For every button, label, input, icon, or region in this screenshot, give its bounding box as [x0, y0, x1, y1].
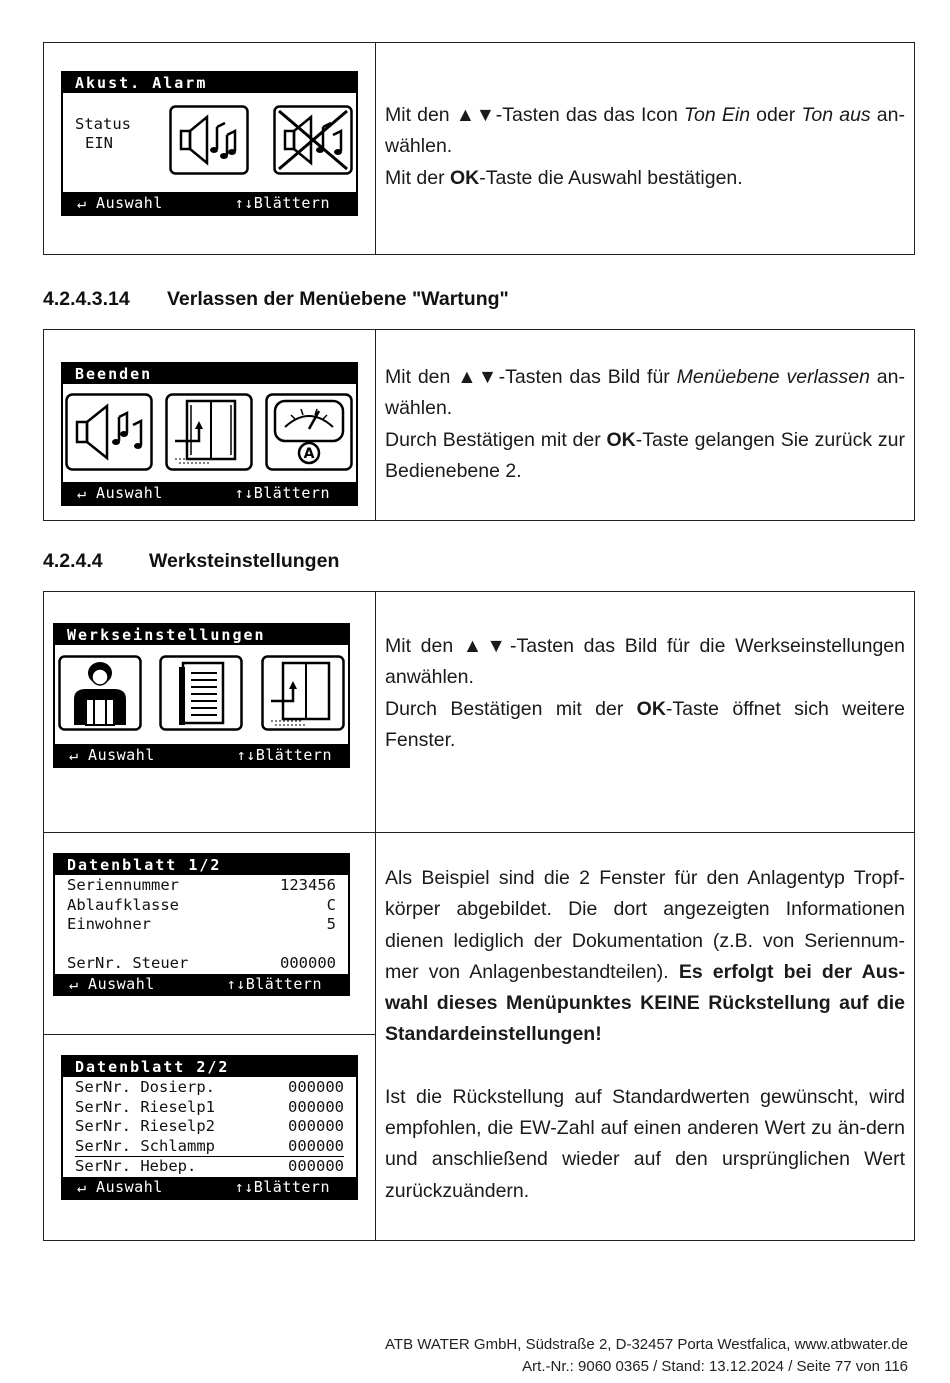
speaker-note-icon	[65, 393, 153, 471]
screen-title: Beenden	[63, 364, 356, 384]
datasheet-row: Einwohner 5	[67, 915, 336, 933]
lcd-screen-datenblatt-2	[61, 1055, 358, 1200]
screen-cell	[44, 43, 376, 254]
heading-number: 4.2.4.4	[43, 550, 103, 572]
datasheet-row	[67, 935, 336, 955]
table-beenden	[43, 329, 915, 521]
description-cell	[376, 592, 914, 832]
exit-door-icon	[261, 655, 345, 731]
footer-select-label: ↵ Auswahl	[69, 975, 155, 993]
document-icon	[159, 655, 243, 731]
screen-footer	[63, 482, 356, 504]
footer-select-label: ↵ Auswahl	[77, 484, 163, 502]
exit-door-icon	[165, 393, 253, 471]
description-text: Mit den ▲▼-Tasten das Bild für Menüebene verlassen an-wählen. Durch Bestätigen mit der OK-Taste gelangen Sie zurück zur Bedienebene 2.	[385, 366, 905, 482]
status-value: EIN	[85, 134, 113, 152]
datasheet-row: Seriennummer 123456	[67, 876, 336, 894]
screen-footer	[63, 192, 356, 214]
lcd-screen-werkseinstellungen	[53, 623, 350, 768]
description-cell	[376, 833, 914, 1240]
svg-text:A: A	[303, 446, 315, 462]
heading-title: Werksteinstellungen	[149, 550, 340, 572]
footer-company-line: ATB WATER GmbH, Südstraße 2, D-32457 Porta Westfalica, www.atbwater.de	[385, 1336, 908, 1353]
datasheet-row: SerNr. Rieselp1 000000	[75, 1097, 344, 1116]
description-text: Mit den ▲▼-Tasten das das Icon Ton Ein oder Ton aus an-wählen. Mit der OK-Taste die Auswahl bestätigen.	[385, 104, 905, 189]
datasheet-rows	[67, 876, 336, 974]
screen-title: Akust. Alarm	[63, 73, 356, 93]
datasheet-row: SerNr. Steuer 000000	[67, 954, 336, 972]
datasheet-row: SerNr. Hebep. 000000	[75, 1157, 344, 1175]
description-cell	[376, 330, 914, 520]
footer-scroll-label: ↑↓Blättern	[226, 975, 322, 993]
gauge-icon	[265, 393, 353, 471]
lcd-screen-beenden	[61, 362, 358, 506]
datasheet-row: SerNr. Dosierp. 000000	[75, 1078, 344, 1096]
datasheet-row: SerNr. Schlammp 000000	[75, 1136, 344, 1155]
screen-cell	[44, 330, 376, 520]
datasheet-rows	[75, 1078, 344, 1177]
screen-title: Datenblatt 1/2	[55, 855, 348, 875]
screen-footer	[63, 1177, 356, 1198]
datasheet-row: SerNr. Rieselp2 000000	[75, 1117, 344, 1135]
section-heading-wartung	[43, 288, 509, 311]
footer-scroll-label: ↑↓Blättern	[234, 1178, 330, 1196]
footer-scroll-label: ↑↓Blättern	[234, 484, 330, 502]
section-heading-werkseinstellungen	[43, 550, 339, 573]
datasheet-row: Ablaufklasse C	[67, 895, 336, 914]
footer-scroll-label: ↑↓Blättern	[234, 194, 330, 212]
screen-footer	[55, 744, 348, 766]
screen-title: Werkseinstellungen	[55, 625, 348, 645]
lcd-screen-datenblatt-1	[53, 853, 350, 996]
footer-select-label: ↵ Auswahl	[77, 1178, 163, 1196]
screen-cell	[44, 592, 376, 832]
description-cell	[376, 43, 914, 254]
table-akust-alarm	[43, 42, 915, 255]
speaker-muted-icon	[273, 105, 353, 175]
heading-title: Verlassen der Menüebene "Wartung"	[167, 288, 509, 310]
table-werkseinstellungen	[43, 591, 915, 1241]
description-text: Mit den ▲▼-Tasten das Bild für die Werkseinstellungen anwählen. Durch Bestätigen mit der OK-Taste öffnet sich weitere Fenster.	[385, 635, 905, 751]
screen-divider	[44, 1034, 375, 1035]
speaker-note-icon	[169, 105, 249, 175]
screen-footer	[55, 974, 348, 994]
page-footer	[385, 1334, 908, 1378]
status-label: Status	[75, 115, 131, 133]
description-text: Als Beispiel sind die 2 Fenster für den Anlagentyp Tropf-körper abgebildet. Die dort angezeigten Informationen dienen lediglich der Dokumentation (z.B. von Seriennum-mer von Anlagenbestandteilen). Es erfolgt bei der Aus-wahl dieses Menüpunktes KEINE Rückstellung auf die Standardeinstellungen! Ist die Rückstellung auf Standardwerten gewünscht, wird empfohlen, die EW-Zahl auf einen anderen Wert zu än-dern und anschließend wieder auf den ursprünglichen Wert zurückzuändern.	[385, 867, 905, 1202]
screen-title: Datenblatt 2/2	[63, 1057, 356, 1077]
technician-icon	[58, 655, 142, 731]
footer-select-label: ↵ Auswahl	[69, 746, 155, 764]
footer-scroll-label: ↑↓Blättern	[236, 746, 332, 764]
footer-page-line: Art.-Nr.: 9060 0365 / Stand: 13.12.2024 / Seite 77 von 116	[522, 1358, 908, 1375]
lcd-screen-akust-alarm	[61, 71, 358, 216]
heading-number: 4.2.4.3.14	[43, 288, 130, 310]
footer-select-label: ↵ Auswahl	[77, 194, 163, 212]
screen-cell	[44, 833, 376, 1240]
